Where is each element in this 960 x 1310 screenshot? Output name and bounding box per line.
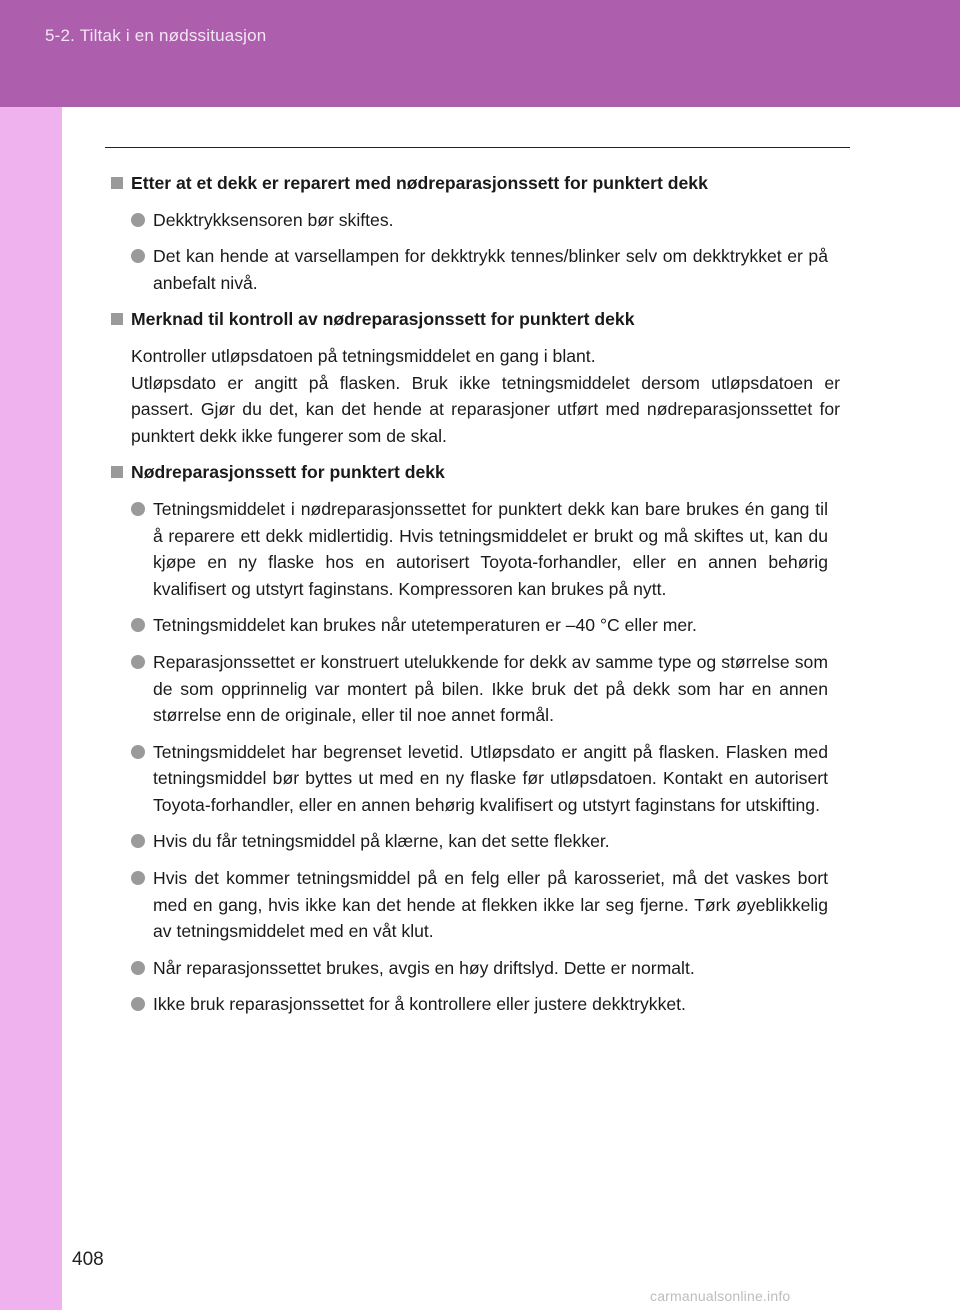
watermark[interactable]: carmanualsonline.info <box>650 1288 791 1304</box>
list-item: Reparasjonssettet er konstruert utelukkende for dekk av samme type og størrelse som de som opprinnelig var montert på bilen. Ikke bruk det på dekk som har en annen størrelse enn de originale, eller til noe annet formål. <box>110 649 828 729</box>
list-item: Hvis du får tetningsmiddel på klærne, kan det sette flekker. <box>110 828 828 855</box>
page-number: 408 <box>72 1249 104 1270</box>
circle-bullet-icon <box>131 213 145 227</box>
list-item: Dekktrykksensoren bør skiftes. <box>110 207 828 234</box>
list-item: Tetningsmiddelet i nødreparasjonssettet for punktert dekk kan bare brukes én gang til å reparere ett dekk midlertidig. Hvis tetningsmiddelet er brukt og må skiftes ut, kan du kjøpe en ny flaske hos en autorisert Toyota-forhandler, eller en annen behørig kvalifisert og utstyrt faginstans. Kompressoren kan brukes på nytt. <box>110 496 828 602</box>
list-item: Det kan hende at varsellampen for dekktrykk tennes/blinker selv om dekktrykket er på anbefalt nivå. <box>110 243 828 296</box>
circle-bullet-icon <box>131 997 145 1011</box>
list-item: Tetningsmiddelet har begrenset levetid. Utløpsdato er angitt på flasken. Flasken med tetningsmiddel bør byttes ut med en ny flaske før utløpsdatoen. Kontakt en autorisert Toyota-forhandler, eller en annen behørig kvalifisert og utstyrt faginstans for utskifting. <box>110 739 828 819</box>
side-band <box>0 107 62 1310</box>
header-band <box>0 0 960 107</box>
section-heading: Merknad til kontroll av nødreparasjonssett for punktert dekk <box>110 306 840 333</box>
circle-bullet-icon <box>131 618 145 632</box>
list-item: Ikke bruk reparasjonssettet for å kontrollere eller justere dekktrykket. <box>110 991 828 1018</box>
square-bullet-icon <box>111 313 123 325</box>
list-item: Når reparasjonssettet brukes, avgis en høy driftslyd. Dette er normalt. <box>110 955 828 982</box>
circle-bullet-icon <box>131 871 145 885</box>
circle-bullet-icon <box>131 834 145 848</box>
circle-bullet-icon <box>131 655 145 669</box>
square-bullet-icon <box>111 466 123 478</box>
section-title: 5-2. Tiltak i en nødssituasjon <box>45 26 267 45</box>
top-rule <box>105 147 850 148</box>
circle-bullet-icon <box>131 745 145 759</box>
list-item: Hvis det kommer tetningsmiddel på en felg eller på karosseriet, må det vaskes bort med en gang, hvis ikke kan det hende at flekken ikke lar seg fjerne. Tørk øyeblikkelig av tetningsmiddelet med en våt klut. <box>110 865 828 945</box>
circle-bullet-icon <box>131 502 145 516</box>
circle-bullet-icon <box>131 961 145 975</box>
circle-bullet-icon <box>131 249 145 263</box>
paragraph: Kontroller utløpsdatoen på tetningsmiddelet en gang i blant. Utløpsdato er angitt på flasken. Bruk ikke tetningsmiddelet dersom utløpsdatoen er passert. Gjør du det, kan det hende at reparasjoner utført med nødreparasjonssettet for punktert dekk ikke fungerer som de skal. <box>131 345 840 446</box>
square-bullet-icon <box>111 177 123 189</box>
section-heading: Etter at et dekk er reparert med nødreparasjonssett for punktert dekk <box>110 170 840 197</box>
content <box>110 170 840 1028</box>
section-heading: Nødreparasjonssett for punktert dekk <box>110 459 840 486</box>
list-item: Tetningsmiddelet kan brukes når utetemperaturen er –40 °C eller mer. <box>110 612 828 639</box>
